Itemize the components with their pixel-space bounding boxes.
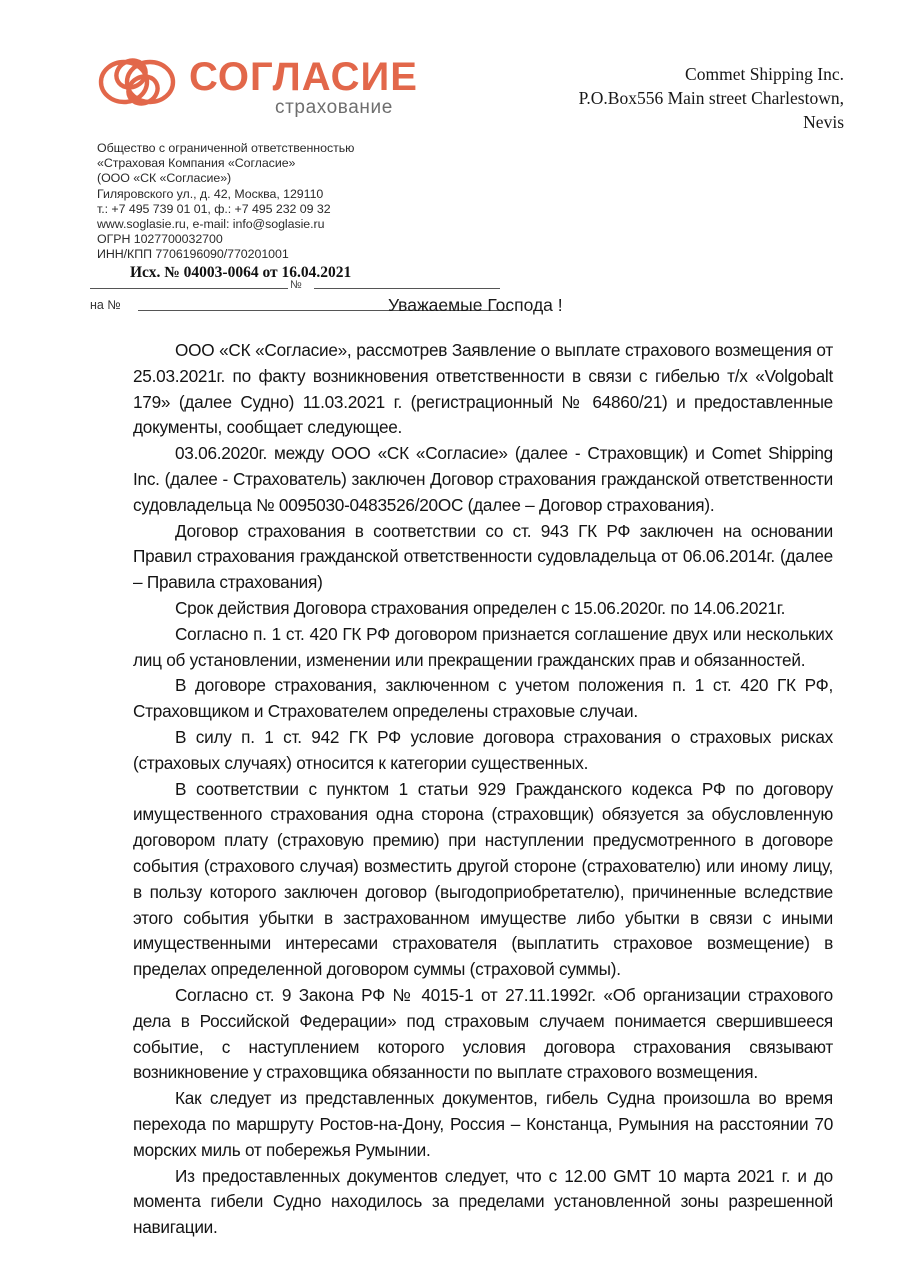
company-details-block bbox=[97, 141, 427, 263]
company-short-name: (ООО «СК «Согласие») bbox=[97, 171, 232, 186]
soglasie-interlocking-rings-icon bbox=[97, 57, 183, 107]
greeting: Уважаемые Господа ! bbox=[388, 295, 563, 315]
logo-subtitle: страхование bbox=[275, 97, 393, 118]
body-paragraph: Согласно п. 1 ст. 420 ГК РФ договором признается соглашение двух или нескольких лиц об установлении, изменении или прекращении гражданских прав и обязанностей. bbox=[133, 623, 833, 670]
body-paragraph: 03.06.2020г. между ООО «СК «Согласие» (далее - Страховщик) и Comet Shipping Inc. (далее - Страхователь) заключен Договор страхования гражданской ответственности судовладельца № 0095030-0483526/20ОС (далее – Договор страхования). bbox=[133, 443, 833, 515]
company-legal-name-line-2: «Страховая Компания «Согласие» bbox=[97, 156, 296, 171]
logo-wordmark: СОГЛАСИЕ bbox=[189, 55, 418, 99]
addressee-block bbox=[484, 62, 844, 134]
body-paragraph: Из предоставленных документов следует, что с 12.00 GMT 10 марта 2021 г. и до момента гибели Судно находилось за пределами установленной зоны разрешенной навигации. bbox=[133, 1165, 833, 1238]
body-paragraph: В договоре страхования, заключенном с учетом положения п. 1 ст. 420 ГК РФ, Страховщиком и Страхователем определены страховые случаи. bbox=[133, 675, 833, 722]
company-web-email: www.soglasie.ru, e-mail: info@soglasie.ru bbox=[97, 217, 325, 232]
body-paragraph: В силу п. 1 ст. 942 ГК РФ условие договора страхования о страховых рисках (страховых случаях) относится к категории существенных. bbox=[133, 726, 833, 773]
company-inn-kpp: ИНН/КПП 7706196090/770201001 bbox=[97, 247, 289, 262]
company-logo bbox=[97, 55, 417, 123]
addressee-line-3: Nevis bbox=[803, 112, 844, 132]
rule-right bbox=[314, 288, 500, 289]
rule-left bbox=[90, 288, 288, 289]
body-paragraph: Договор страхования в соответствии со ст. 943 ГК РФ заключен на основании Правил страхования гражданской ответственности судовладельца от 06.06.2014г. (далее – Правила страхования) bbox=[133, 520, 833, 593]
company-phone-fax: т.: +7 495 739 01 01, ф.: +7 495 232 09 32 bbox=[97, 201, 331, 216]
outgoing-reference: Исх. № 04003-0064 от 16.04.2021 bbox=[130, 264, 352, 281]
addressee-line-1: Commet Shipping Inc. bbox=[685, 64, 844, 84]
body-paragraph: Согласно ст. 9 Закона РФ № 4015-1 от 27.11.1992г. «Об организации страхового дела в Российской Федерации» под страховым случаем понимается свершившееся событие, с наступлением которого условия договора страхования связывают возникновение у страховщика обязанности по выплате страхового возмещения. bbox=[133, 984, 833, 1083]
company-address: Гиляровского ул., д. 42, Москва, 129110 bbox=[97, 186, 324, 201]
incoming-reference-label: на № bbox=[90, 298, 121, 312]
body-paragraph: Срок действия Договора страхования определен с 15.06.2020г. по 14.06.2021г. bbox=[175, 597, 786, 618]
company-ogrn: ОГРН 1027700032700 bbox=[97, 232, 223, 247]
letter-body bbox=[133, 338, 833, 1241]
number-symbol: № bbox=[290, 279, 302, 291]
company-legal-name-line-1: Общество с ограниченной ответственностью bbox=[97, 141, 355, 155]
addressee-line-2: P.O.Box556 Main street Charlestown, bbox=[578, 88, 844, 108]
reference-number-rule-row bbox=[90, 281, 500, 295]
body-paragraph: Как следует из представленных документов, гибель Судна произошла во время перехода по маршруту Ростов-на-Дону, Россия – Констанца, Румыния на расстоянии 70 морских миль от побережья Румынии. bbox=[133, 1088, 833, 1160]
body-paragraph: ООО «СК «Согласие», рассмотрев Заявление о выплате страхового возмещения от 25.03.2021г. по факту возникновения ответственности в связи с гибелью т/х «Volgobalt 179» (далее Судно) 11.03.2021 г. (регистрационный № 64860/21) и предоставленные документы, сообщает следующее. bbox=[133, 340, 833, 438]
body-paragraph: В соответствии с пунктом 1 статьи 929 Гражданского кодекса РФ по договору имущественного страхования одна сторона (страховщик) обязуется за обусловленную договором плату (страховую премию) при наступлении предусмотренного в договоре события (страхового случая) возместить другой стороне (страхователю) или иному лицу, в пользу которого заключен договор (выгодоприобретателю), причиненные вследствие этого события убытки в застрахованном имуществе либо убытки в связи с иными имущественными интересами страхователя (выплатить страховое возмещение) в пределах определенной договором суммы (страховой суммы). bbox=[133, 778, 833, 980]
